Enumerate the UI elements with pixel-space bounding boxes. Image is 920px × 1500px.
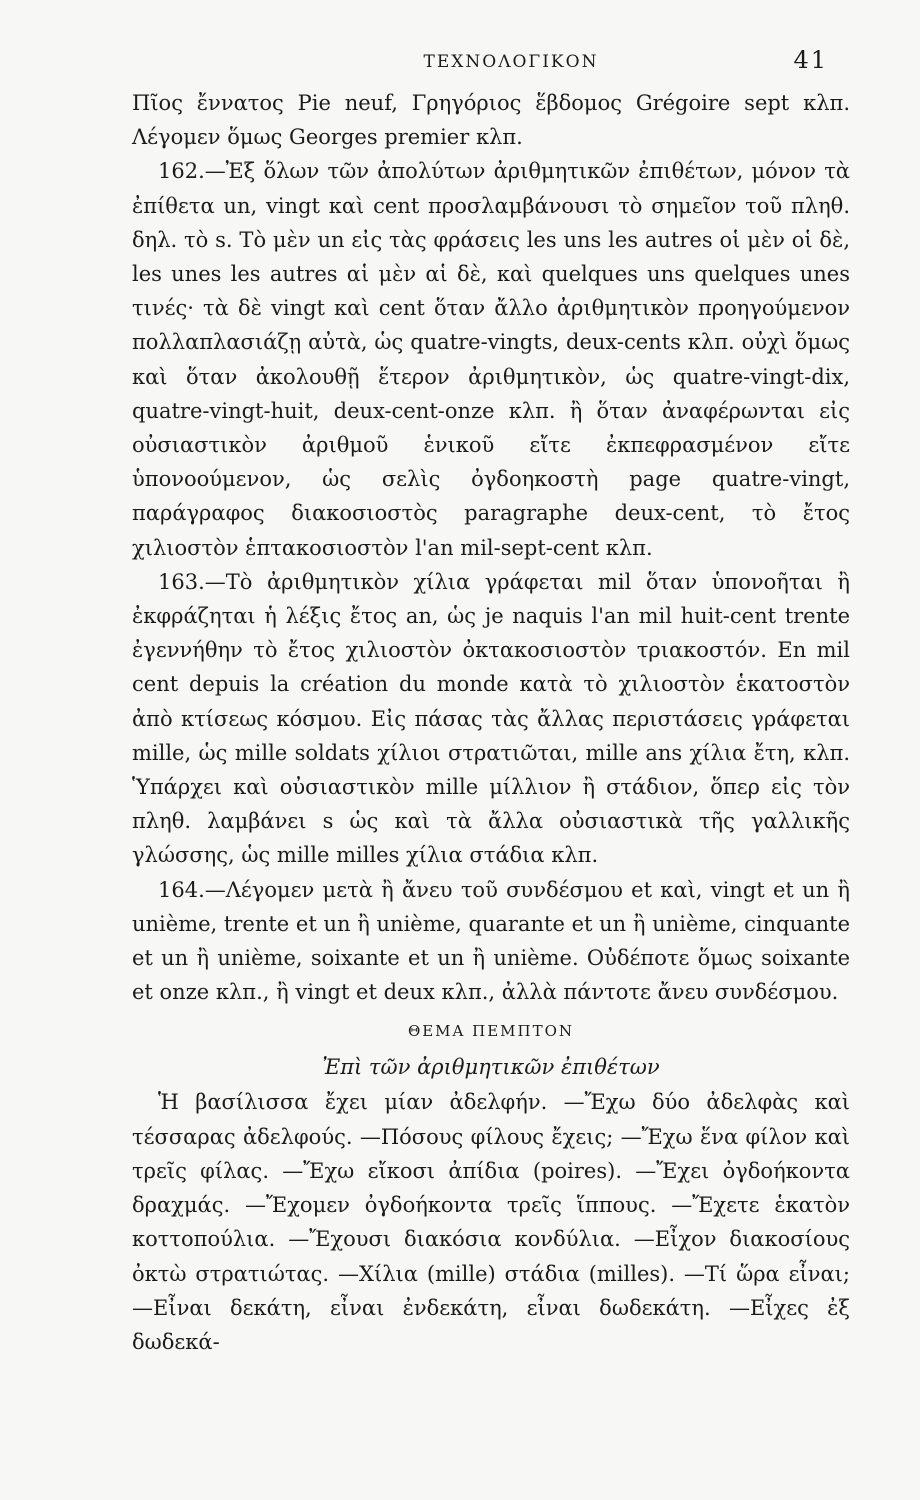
exercise-heading: ΘΕΜΑ ΠΕΜΠΤΟΝ (407, 1022, 575, 1041)
paragraph-162: 162.—Ἐξ ὅλων τῶν ἀπολύτων ἀριθμητικῶν ἐπιθέτων, μόνον τὰ ἐπίθετα un, vingt καὶ cent προσλαμβάνουσι τὸ σημεῖον τοῦ πληθ. δηλ. τὸ s. Τὸ μὲν un εἰς τὰς φράσεις les uns les autres οἱ μὲν οἱ δὲ, les unes les autres αἱ μὲν αἱ δὲ, καὶ quelques uns quelques unes τινές· τὰ δὲ vingt καὶ cent ὅταν ἄλλο ἀριθμητικὸν προηγούμενον πολλαπλασιάζῃ αὐτὰ, ὡς quatre-vingts, deux-cents κλπ. οὐχὶ ὅμως καὶ ὅταν ἀκολουθῇ ἕτερον ἀριθμητικὸν, ὡς quatre-vingt-dix, quatre-vingt-huit, deux-cent-onze κλπ. ἢ ὅταν ἀναφέρωνται εἰς οὐσιαστικὸν ἀριθμοῦ ἑνικοῦ εἴτε ἐκπεφρασμένον εἴτε ὑπονοούμενον, ὡς σελὶς ὀγδοηκοστὴ page quatre-vingt, παράγραφος διακοσιοστὸς paragraphe deux-cent, τὸ ἔτος χιλιοστὸν ἑπτακοσιοστὸν l'an mil-sept-cent κλπ. (132, 159, 850, 560)
paragraph-164: 164.—Λέγομεν μετὰ ἢ ἄνευ τοῦ συνδέσμου et καὶ, vingt et un ἢ unième, trente et un ἢ unième, quarante et un ἢ unième, cinquante et un ἢ unième, soixante et un ἢ unième. Οὐδέποτε ὅμως soixante et onze κλπ., ἢ vingt et deux κλπ., ἀλλὰ πάντοτε ἄνευ συνδέσμου. (132, 877, 850, 1005)
page-number: 41 (793, 46, 828, 74)
exercise-subtitle: Ἐπὶ τῶν ἀριθμητικῶν ἐπιθέτων (322, 1055, 660, 1080)
exercise-text: Ἡ βασίλισσα ἔχει μίαν ἀδελφήν. —Ἔχω δύο ἀδελφὰς καὶ τέσσαρας ἀδελφούς. —Πόσους φίλους ἔχεις; —Ἔχω ἕνα φίλον καὶ τρεῖς φίλας. —Ἔχω εἴκοσι ἀπίδια (poires). —Ἔχει ὀγδοήκοντα δραχμάς. —Ἔχομεν ὀγδοήκοντα τρεῖς ἵππους. —Ἔχετε ἑκατὸν κοττοπούλια. —Ἔχουσι διακόσια κονδύλια. —Εἶχον διακοσίους ὀκτὼ στρατιώτας. —Χίλια (mille) στάδια (milles). —Τί ὥρα εἶναι; —Εἶναι δεκάτη, εἶναι ἐνδεκάτη, εἶναι δωδεκάτη. —Εἶχες ἐξ δωδεκά- (132, 1090, 850, 1354)
running-title: ΤΕΧΝΟΛΟΓΙΚΟΝ (423, 52, 599, 72)
paragraph-ordinals: Πῖος ἔννατος Pie neuf, Γρηγόριος ἕβδομος Grégoire sept κλπ. Λέγομεν ὅμως Georges premier κλπ. (132, 91, 850, 150)
paragraph-163: 163.—Τὸ ἀριθμητικὸν χίλια γράφεται mil ὅταν ὑπονοῆται ἢ ἐκφράζηται ἡ λέξις ἔτος an, ὡς je naquis l'an mil huit-cent trente ἐγεννήθην τὸ ἔτος χιλιοστὸν ὀκτακοσιοστὸν τριακοστόν. En mil cent depuis la création du monde κατὰ τὸ χιλιοστὸν ἑκατοστὸν ἀπὸ κτίσεως κόσμου. Εἰς πάσας τὰς ἄλλας περιστάσεις γράφεται mille, ὡς mille soldats χίλιοι στρατιῶται, mille ans χίλια ἔτη, κλπ. Ὑπάρχει καὶ οὐσιαστικὸν mille μίλλιον ἢ στάδιον, ὅπερ εἰς τὸν πληθ. λαμβάνει s ὡς καὶ τὰ ἄλλα οὐσιαστικὰ τῆς γαλλικῆς γλώσσης, ὡς mille milles χίλια στάδια κλπ. (132, 569, 850, 868)
body-text (132, 86, 850, 1359)
running-header (132, 40, 850, 86)
